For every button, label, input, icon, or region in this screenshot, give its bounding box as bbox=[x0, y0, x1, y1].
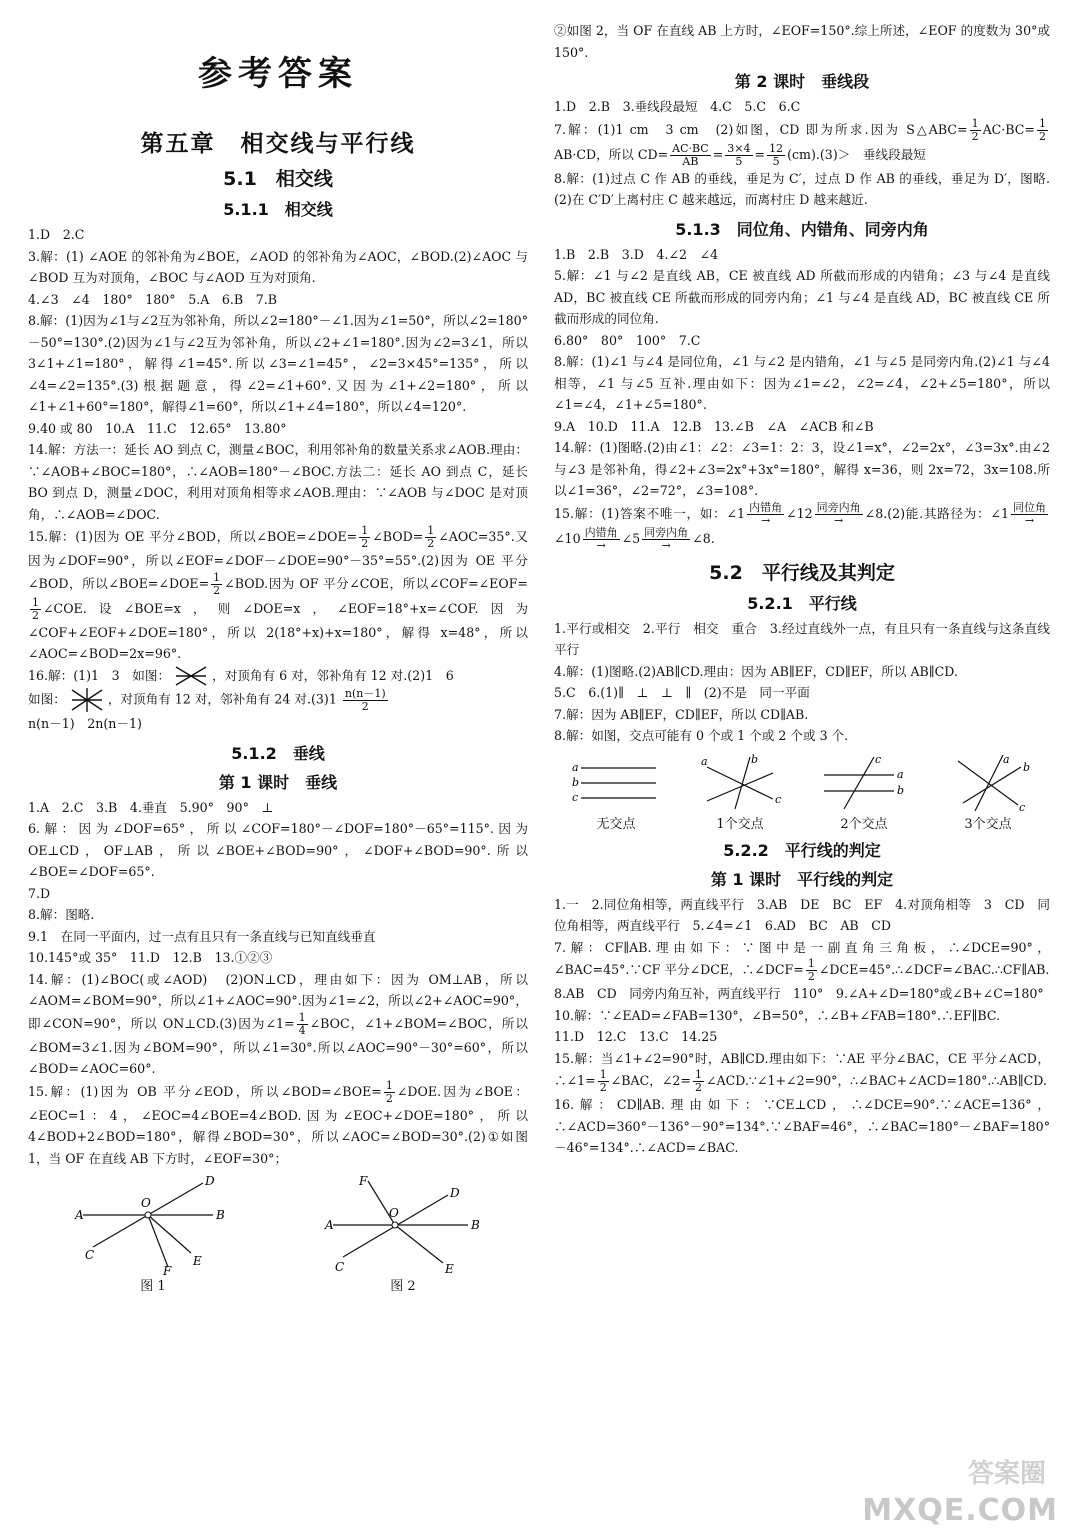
fraction bbox=[211, 572, 222, 597]
svg-text:B: B bbox=[216, 1208, 225, 1222]
answer-line: ②如图 2，当 OF 在直线 AB 上方时，∠EOF=150°.综上所述，∠EOF 的度数为 30°或 150°. bbox=[554, 23, 1050, 60]
text: ∠10 bbox=[554, 530, 581, 546]
numerator: 1 bbox=[807, 957, 815, 970]
fraction bbox=[359, 525, 370, 550]
text: ∠BOC，∠1+∠BOM=∠BOC，所以∠BOM=3∠1.因为∠BOM=90°，所以∠1=30°.所以∠AOC=90°－30°=60°，所以∠BOD=∠AOC=60°. bbox=[28, 1015, 528, 1076]
denominator: 2 bbox=[1039, 129, 1046, 143]
text: 16.解：(1)1 3 如图： bbox=[28, 667, 171, 683]
svg-text:c: c bbox=[775, 792, 782, 806]
answer-line bbox=[28, 969, 528, 1080]
answer-line: 4.∠3 ∠4 180° 180° 5.A 6.B 7.B bbox=[28, 291, 278, 307]
arrow-label bbox=[815, 502, 863, 527]
arrow-label bbox=[642, 527, 690, 552]
arrow: → bbox=[661, 538, 671, 552]
subsection-heading-5-2-1: 5.2.1 平行线 bbox=[747, 593, 857, 613]
svg-text:D: D bbox=[450, 1186, 460, 1200]
answer-line: 9.40 或 80 10.A 11.C 12.65° 13.80° bbox=[28, 420, 287, 436]
svg-text:c: c bbox=[875, 752, 882, 766]
arrow-label bbox=[747, 502, 784, 527]
text: n(n－1) 2n(n－1) bbox=[28, 716, 142, 731]
svg-text:a: a bbox=[701, 754, 708, 768]
four-lines-figure bbox=[70, 687, 104, 713]
figure-2-diagram bbox=[323, 1175, 483, 1275]
numerator: 1 bbox=[213, 570, 221, 584]
text: ∠BAC，∠2= bbox=[610, 1073, 691, 1088]
svg-text:E: E bbox=[445, 1262, 454, 1275]
answer-line: 5.解：∠1 与∠2 是直线 AB，CE 被直线 AD 所截而形成的内错角；∠3 与∠4 是直线 AD，BC 被直线 CE 所截而形成的同旁内角；∠1 与∠4 是直线 AD，BC 被直线 CE 所截而形成的同位角. bbox=[554, 268, 1050, 326]
denominator: 2 bbox=[694, 1081, 702, 1094]
answer-line: 1.A 2.C 3.B 4.垂直 5.90° 90° ⊥ bbox=[28, 799, 274, 815]
denominator: 2 bbox=[361, 699, 369, 713]
denominator: 2 bbox=[599, 1081, 607, 1094]
lesson-heading: 第 1 课时 平行线的判定 bbox=[710, 869, 894, 889]
answer-line: 1.一 2.同位角相等，两直线平行 3.AB DE BC EF 4.对顶角相等 3 CD 同位角相等，两直线平行 5.∠4=∠1 6.AD BC AB CD bbox=[554, 896, 1050, 933]
fraction bbox=[384, 1080, 395, 1105]
subsection-heading-5-2-2: 5.2.2 平行线的判定 bbox=[723, 840, 881, 860]
fraction bbox=[970, 118, 981, 143]
text: ∠BOD= bbox=[372, 529, 424, 544]
section-heading-5-2: 5.2 平行线及其判定 bbox=[709, 561, 895, 584]
text: 7.解：CF∥AB.理由如下：∵图中是一副直角三角板，∴∠DCE=90°，∠BAC=45°.∵CF 平分∠DCE，∴∠DCF= bbox=[554, 939, 1050, 977]
svg-text:b: b bbox=[1023, 760, 1031, 774]
arrow: → bbox=[596, 538, 606, 552]
svg-text:O: O bbox=[389, 1206, 399, 1220]
text: (cm).(3)＞ 垂线段最短 bbox=[787, 146, 926, 162]
text: ∠DOE.因为∠BOE：∠EOC=1：4，∠EOC=4∠BOE=4∠BOD.因为∠EOC+∠DOE=180°，所以 4∠BOD+2∠BOD=180°，解得∠BOD=30°，所以∠AOC=∠BOD=30°.(2)①如图 1，当 OF 在直线 AB 下方时，∠EOF=30°； bbox=[28, 1083, 528, 1166]
section-heading-5-1: 5.1 相交线 bbox=[223, 168, 333, 190]
figure-no-intersection bbox=[571, 753, 661, 832]
fraction bbox=[693, 1069, 704, 1094]
svg-text:b: b bbox=[572, 775, 580, 789]
right-column bbox=[554, 20, 1050, 1159]
denominator: 2 bbox=[32, 608, 39, 622]
answer-15c bbox=[554, 1048, 1050, 1095]
caption-one-intersection: 1个交点 bbox=[716, 816, 764, 832]
answer-7b bbox=[554, 937, 1050, 984]
numerator: 12 bbox=[769, 141, 784, 155]
text: ，对顶角有 12 对，邻补角有 24 对.(3)1 bbox=[107, 691, 337, 707]
text: = bbox=[712, 146, 724, 162]
fraction bbox=[30, 597, 41, 622]
caption-no-intersection: 无交点 bbox=[596, 816, 636, 832]
concurrent-lines-diagram bbox=[695, 753, 785, 813]
answer-line: 8.AB CD 同旁内角互补，两直线平行 110° 9.∠A+∠D=180°或∠B+∠C=180° bbox=[554, 986, 1044, 1001]
left-column bbox=[28, 20, 528, 1294]
page-title: 参考答案 bbox=[198, 54, 358, 94]
figure-row bbox=[28, 1175, 528, 1294]
subsection-heading-5-1-2: 5.1.2 垂线 bbox=[231, 743, 325, 763]
fraction bbox=[343, 688, 388, 713]
text: 15.解：当∠1+∠2=90°时，AB∥CD.理由如下：∵AE 平分∠BAC，CE 平分∠ACD，∴∠1= bbox=[554, 1050, 1050, 1088]
answer-line: 9.1 在同一平面内，过一点有且只有一条直线与已知直线垂直 bbox=[28, 928, 376, 944]
denominator: 2 bbox=[807, 970, 815, 983]
fraction bbox=[725, 143, 752, 168]
answer-line: 8.解：(1)因为∠1与∠2互为邻补角，所以∠2=180°－∠1.因为∠1=50°，所以∠2=180°－50°=130°.(2)因为∠1与∠2互为邻补角，所以∠2+∠1=180°.因为∠2=3∠1，所以3∠1+∠1=180°，解得∠1=45°.所以∠3=∠1=45°，∠2=3×45°=135°，所以∠4=∠2=135°.(3)根据题意，得∠2=∠1+60°.又因为∠1+∠2=180°，所以∠1+∠1+60°=180°，解得∠1=60°，所以∠1+∠4=180°，所以∠4=120°. bbox=[28, 313, 528, 414]
fraction bbox=[598, 1069, 609, 1094]
text: 14.解：(1)∠BOC(或∠AOD) (2)ON⊥CD，理由如下：因为 OM⊥AB，所以∠AOM=∠BOM=90°，所以∠1+∠AOC=90°.因为∠1=∠2，所以∠2+∠AOC=90°，即∠CON=90°，所以 ON⊥CD.(3)因为 bbox=[28, 971, 528, 1031]
figure-two-intersections bbox=[819, 753, 909, 832]
fraction bbox=[670, 143, 711, 168]
triangle-lines-diagram bbox=[943, 753, 1033, 813]
answer-line: 8.解：如图，交点可能有 0 个或 1 个或 2 个或 3 个. bbox=[554, 728, 849, 743]
fraction bbox=[767, 143, 785, 168]
text: ∠8. bbox=[692, 530, 715, 546]
text: 15.解：(1)答案不唯一，如：∠1 bbox=[554, 505, 746, 521]
answer-15-path bbox=[554, 502, 1050, 552]
answer-line: 14.解：方法一：延长 AO 到点 C，测量∠BOC，利用邻补角的数量关系求∠AOB.理由：∵∠AOB+∠BOC=180°，∴∠AOB=180°－∠BOC.方法二：延长 AO 到点 C，延长 BO 到点 D，测量∠DOC，利用对顶角相等求∠AOB.理由：∵∠AOB 与∠DOC 是对顶角，∴∠AOB=∠DOC. bbox=[28, 442, 528, 522]
subsection-heading-5-1-1: 5.1.1 相交线 bbox=[223, 200, 333, 219]
answer-15 bbox=[28, 525, 528, 665]
figure-2 bbox=[323, 1175, 483, 1294]
answer-line: 8.解：(1)∠1 与∠4 是同位角，∠1 与∠2 是内错角，∠1 与∠5 是同旁内角.(2)∠1 与∠4 相等，∠1 与∠5 互补.理由如下：因为∠1=∠2，∠2=∠4，∠2+∠5=180°，所以∠1=∠4，∠1+∠5=180°. bbox=[554, 354, 1050, 412]
answer-line: 8.解：(1)过点 C 作 AB 的垂线，垂足为 C′，过点 D 作 AB 的垂线，垂足为 D′，图略.(2)在 C′D′上离村庄 C 越来越远，而离村庄 D 越来越近. bbox=[554, 170, 1050, 207]
text: ∠8.(2)能.其路径为：∠1 bbox=[864, 505, 1009, 521]
svg-text:F: F bbox=[359, 1175, 368, 1188]
svg-text:c: c bbox=[1019, 800, 1026, 813]
parallel-lines-diagram bbox=[571, 753, 661, 813]
svg-text:b: b bbox=[751, 752, 759, 766]
numerator: AC·BC bbox=[672, 141, 709, 155]
denominator: 4 bbox=[298, 1023, 306, 1037]
lesson-heading: 第 1 课时 垂线 bbox=[218, 772, 338, 792]
text: AB·CD，所以 CD= bbox=[554, 146, 669, 162]
answer-line: 7.D bbox=[28, 885, 51, 901]
arrow: → bbox=[760, 513, 771, 527]
svg-text:F: F bbox=[163, 1264, 172, 1275]
numerator: 1 bbox=[427, 524, 435, 537]
text: ∠BOD.因为 OF 平分∠COE，所以∠COF=∠EOF= bbox=[224, 575, 528, 591]
denominator: 2 bbox=[385, 1091, 393, 1105]
arrow-label bbox=[583, 527, 620, 552]
figure-1 bbox=[73, 1175, 233, 1294]
text: ∠ACD.∵∠1+∠2=90°，∴∠BAC+∠ACD=180°.∴AB∥CD. bbox=[705, 1073, 1047, 1088]
text: ∠1= bbox=[265, 1015, 295, 1031]
figure-three-intersections bbox=[943, 753, 1033, 832]
figure-1-diagram bbox=[73, 1175, 233, 1275]
chapter-heading: 第五章 相交线与平行线 bbox=[140, 131, 416, 157]
watermark-logo: 答案圈 bbox=[967, 1459, 1046, 1489]
text: ∠AOC=35°.又因为∠DOF=90°，所以∠EOF=∠DOF－∠DOE=90°－35°=55°.(2)因为 OE 平分∠BOD，所以∠BOE=∠DOE= bbox=[28, 529, 528, 591]
svg-text:A: A bbox=[325, 1218, 334, 1232]
numerator: 1 bbox=[971, 116, 979, 130]
svg-text:B: B bbox=[471, 1218, 480, 1232]
arrow-text: 同旁内角 bbox=[644, 525, 689, 539]
answer-line: 10.解：∵∠EAD=∠FAB=130°，∠B=50°，∴∠B+∠FAB=180°.∴EF∥BC. bbox=[554, 1007, 1001, 1023]
text: ∠COE.设∠BOE=x，则∠DOE=x，∠EOF=18°+x=∠COF.因为∠COF+∠EOF+∠DOE=180°，所以 2(18°+x)+x=180°，解得 x=48°，所以∠AOC=∠BOD=2x=96°. bbox=[28, 600, 528, 661]
numerator: 1 bbox=[32, 595, 39, 609]
caption-two-intersections: 2个交点 bbox=[840, 816, 888, 832]
svg-text:a: a bbox=[1003, 752, 1010, 766]
intersection-figures bbox=[554, 753, 1050, 832]
answer-line: 16.解：CD∥AB.理由如下：∵CE⊥CD，∴∠DCE=90°.∵∠ACE=136°，∴∠ACD=360°－136°－90°=134°.∵∠BAF=46°，∴∠BAC=180°－∠BAF=180°－46°=134°.∴∠ACD=∠BAC. bbox=[554, 1097, 1050, 1155]
lesson-heading: 第 2 课时 垂线段 bbox=[734, 72, 870, 91]
answer-line: 1.B 2.B 3.D 4.∠2 ∠4 bbox=[554, 246, 719, 262]
text: ∠DCE=45°.∴∠DCF=∠BAC.∴CF∥AB. bbox=[818, 962, 1050, 977]
text: ，对顶角有 6 对，邻补角有 12 对.(2)1 6 bbox=[212, 667, 454, 683]
numerator: 1 bbox=[1039, 116, 1046, 130]
text: = bbox=[754, 146, 766, 162]
denominator: 5 bbox=[772, 154, 780, 168]
caption-three-intersections: 3个交点 bbox=[964, 816, 1012, 832]
numerator: 1 bbox=[361, 524, 369, 537]
arrow-text: 内错角 bbox=[584, 525, 618, 539]
svg-text:E: E bbox=[193, 1254, 202, 1268]
answer-line: 6.80° 80° 100° 7.C bbox=[554, 332, 701, 348]
answer-line: 1.D 2.B 3.垂线段最短 4.C 5.C 6.C bbox=[554, 99, 801, 114]
svg-text:C: C bbox=[85, 1248, 95, 1262]
arrow-text: 同位角 bbox=[1013, 500, 1046, 514]
watermark-text: MXQE.COM bbox=[862, 1493, 1058, 1528]
text: 15.解：(1)因为 OB 平分∠EOD，所以∠BOD=∠BOE= bbox=[28, 1083, 382, 1099]
denominator: AB bbox=[682, 154, 699, 168]
fraction bbox=[1037, 118, 1048, 143]
answer-line: 10.145°或 35° 11.D 12.B 13.①②③ bbox=[28, 950, 273, 965]
numerator: 1 bbox=[694, 1068, 702, 1081]
text: 7.解：(1)1 cm 3 cm (2)如图，CD 即为所求.因为 S△ABC= bbox=[554, 121, 968, 137]
svg-text:a: a bbox=[897, 767, 904, 781]
answer-line: 11.D 12.C 13.C 14.25 bbox=[554, 1029, 718, 1044]
svg-text:O: O bbox=[141, 1196, 151, 1210]
answer-line: 6.解：因为∠DOF=65°，所以∠COF=180°－∠DOF=180°－65°=115°.因为 OE⊥CD，OF⊥AB，所以∠BOE+∠BOD=90°，∠DOF+∠BOD=90°.所以∠BOE=∠DOF=65°. bbox=[28, 821, 528, 879]
svg-text:c: c bbox=[572, 790, 579, 804]
figure-2-caption: 图 2 bbox=[390, 1279, 416, 1294]
text: ∠12 bbox=[786, 505, 813, 521]
arrow-text: 内错角 bbox=[749, 500, 783, 514]
numerator: 3×4 bbox=[727, 141, 751, 155]
arrow: → bbox=[1024, 513, 1035, 527]
svg-text:A: A bbox=[75, 1208, 84, 1222]
svg-text:b: b bbox=[897, 783, 905, 797]
fraction bbox=[425, 525, 436, 550]
answer-line: 8.解：图略. bbox=[28, 907, 95, 922]
three-lines-figure bbox=[174, 665, 208, 687]
numerator: 1 bbox=[298, 1010, 306, 1024]
arrow-label bbox=[1011, 502, 1048, 527]
numerator: 1 bbox=[385, 1078, 393, 1092]
arrow-text: 同旁内角 bbox=[816, 500, 861, 514]
text: ∠5 bbox=[621, 530, 641, 546]
answer-line: 5.C 6.(1)∥ ⊥ ⊥ ∥ (2)不是 同一平面 bbox=[554, 685, 810, 700]
svg-text:a: a bbox=[572, 760, 579, 774]
answer-7 bbox=[554, 118, 1050, 168]
answer-16 bbox=[28, 665, 528, 735]
numerator: 1 bbox=[599, 1068, 607, 1081]
svg-text:C: C bbox=[335, 1260, 345, 1274]
subsection-heading-5-1-3: 5.1.3 同位角、内错角、同旁内角 bbox=[675, 219, 929, 239]
denominator: 2 bbox=[427, 537, 435, 550]
denominator: 5 bbox=[735, 154, 743, 168]
denominator: 2 bbox=[361, 537, 369, 550]
figure-1-caption: 图 1 bbox=[140, 1279, 166, 1294]
answer-line: 9.A 10.D 11.A 12.B 13.∠B ∠A ∠ACB 和∠B bbox=[554, 418, 874, 434]
text: 如图： bbox=[28, 691, 66, 707]
numerator: n(n－1) bbox=[344, 686, 386, 700]
answer-line: 7.解：因为 AB∥EF，CD∥EF，所以 CD∥AB. bbox=[554, 706, 809, 722]
answer-line: 1.平行或相交 2.平行 相交 重合 3.经过直线外一点，有且只有一条直线与这条直线平行 bbox=[554, 620, 1050, 657]
figure-one-intersection bbox=[695, 753, 785, 832]
two-parallel-one-transversal-diagram bbox=[819, 753, 909, 813]
text: AC·BC= bbox=[982, 121, 1035, 137]
fraction bbox=[806, 958, 817, 983]
denominator: 2 bbox=[971, 129, 979, 143]
answer-line: 4.解：(1)图略.(2)AB∥CD.理由：因为 AB∥EF，CD∥EF，所以 AB∥CD. bbox=[554, 663, 958, 679]
answer-line: 14.解：(1)图略.(2)由∠1：∠2：∠3=1：2：3，设∠1=x°，∠2=2x°，∠3=3x°.由∠2 与∠3 是邻补角，得∠2+∠3=2x°+3x°=180°，解得 x=36，则 2x=72，3x=108.所以∠1=36°，∠2=72°，∠3=108°. bbox=[554, 440, 1050, 498]
denominator: 2 bbox=[213, 583, 221, 597]
fraction bbox=[297, 1012, 308, 1037]
text: 15.解：(1)因为 OE 平分∠BOD，所以∠BOE=∠DOE= bbox=[28, 529, 358, 544]
answer-line: 3.解：(1) ∠AOE 的邻补角为∠BOE，∠AOD 的邻补角为∠AOC，∠BOD.(2)∠AOC 与∠BOD 互为对顶角，∠BOC 与∠AOD 互为对顶角. bbox=[28, 248, 528, 285]
answer-15b bbox=[28, 1080, 528, 1170]
svg-text:D: D bbox=[205, 1175, 215, 1188]
arrow: → bbox=[834, 513, 844, 527]
answer-line: 1.D 2.C bbox=[28, 227, 85, 242]
